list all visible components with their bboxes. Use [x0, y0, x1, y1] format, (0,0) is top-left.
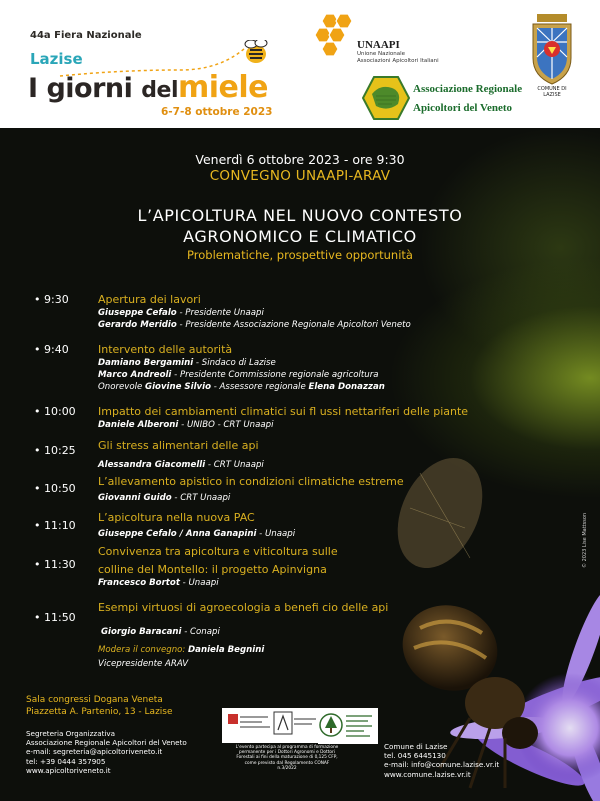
credits-line1: L'evento partecipa al programma di formazione: [235, 745, 339, 750]
conference-subtitle: Problematiche, prospettive opportunità: [187, 248, 413, 262]
fair-dates: 6-7-8 ottobre 2023: [161, 106, 273, 118]
agenda-topic: Impatto dei cambiamenti climatici sui fl ussi nettariferi delle piante: [98, 405, 469, 418]
speaker-role: - Conapi: [181, 627, 220, 637]
speaker-name: Francesco Bortot: [98, 578, 180, 588]
fair-city: Lazise: [30, 50, 83, 68]
speaker-name: Giuseppe Cefalo: [98, 308, 177, 318]
unaapi-subtitle-line1: Unione Nazionale: [357, 51, 406, 57]
coat-label-line2: LAZISE: [543, 92, 561, 98]
agenda-topic: Intervento delle autorità: [98, 343, 233, 356]
municipality-contacts: [384, 742, 499, 779]
header: [0, 0, 600, 128]
agenda-speaker: [98, 382, 385, 392]
coat-label-line1: COMUNE DI: [537, 86, 567, 92]
credits-line3: Forestali ai fini della maturazione di 0,125 CFP,: [236, 755, 338, 761]
coat-label: [532, 86, 572, 98]
secretariat-title: Segreteria Organizzativa: [26, 729, 116, 738]
fair-title-part1: I giorni: [28, 73, 133, 104]
agenda-time: • 10:25: [34, 444, 76, 457]
agenda-speaker: [98, 370, 379, 380]
speaker-role: - CRT Unaapi: [205, 460, 264, 470]
credits-line2: permanente per i Dottori Agronomi e Dottori: [239, 750, 335, 756]
agenda-time: • 9:30: [34, 293, 69, 306]
fair-title-part3: miele: [178, 70, 269, 105]
agenda-time: • 11:10: [34, 519, 76, 532]
speaker-prefix: Onorevole: [98, 382, 146, 392]
fair-title: [28, 70, 268, 105]
speaker-name: Damiano Bergamini: [98, 358, 194, 368]
speaker-role: - CRT Unaapi: [171, 493, 231, 503]
secretariat-web[interactable]: www.apicoltoriveneto.it: [26, 765, 111, 775]
speaker-name: Elena Donazzan: [308, 382, 385, 392]
speaker-name: Giorgio Baracani: [101, 627, 182, 637]
agenda-speaker: [98, 320, 411, 330]
arav-name-line1: Associazione Regionale: [413, 83, 523, 95]
unaapi-name: UNAAPI: [357, 39, 400, 51]
fair-edition: 44a Fiera Nazionale: [30, 30, 142, 41]
speaker-name: Marco Andreoli: [98, 370, 172, 380]
speaker-name: Giovanni Guido: [98, 493, 172, 503]
agenda-speaker: [98, 358, 276, 368]
comune-title: Comune di Lazise: [384, 742, 448, 751]
speaker-role: - Presidente Associazione Regionale Apicoltori Veneto: [176, 320, 411, 330]
comune-phone: tel. 045 6445130: [384, 751, 446, 761]
unaapi-subtitle-line2: Associazioni Apicoltori Italiani: [357, 58, 439, 64]
secretariat-phone: tel: +39 0444 357905: [26, 756, 106, 766]
agenda-time: • 10:50: [34, 482, 76, 495]
fair-title-part2: del: [141, 78, 178, 103]
speaker-name: Giuseppe Cefalo / Anna Ganapini: [98, 529, 257, 539]
comune-email[interactable]: e-mail: info@comune.lazise.vr.it: [384, 760, 500, 770]
speaker-role: - UNIBO - CRT Unaapi: [178, 420, 274, 430]
speaker-role: - Assessore regionale: [210, 382, 309, 392]
credits-line4: come previsto dal Regolamento CONAF: [244, 760, 330, 766]
agenda-speaker: [98, 529, 295, 539]
agenda-speaker: [98, 460, 264, 470]
speaker-role: - Presidente Commissione regionale agricoltura: [171, 370, 379, 380]
speaker-name: Giovine Silvio: [145, 382, 211, 392]
secretariat-org: Associazione Regionale Apicoltori del Veneto: [26, 738, 187, 748]
moderator-label: Modera il convegno:: [98, 645, 189, 655]
speaker-role: - Presidente Unaapi: [176, 308, 264, 318]
speaker-name: Daniele Alberoni: [98, 420, 179, 430]
speaker-role: - Sindaco di Lazise: [193, 358, 276, 368]
agenda-time: • 11:30: [34, 558, 76, 571]
agenda-topic: Esempi virtuosi di agroecologia a benefi cio delle api: [98, 601, 389, 614]
moderator-name: Daniela Begnini: [188, 645, 265, 655]
speaker-role: - Unaapi: [179, 578, 219, 588]
honeycomb-icon: [314, 12, 360, 58]
photo-credit: © 2023 Lise Mattsson: [582, 512, 588, 568]
organizing-secretariat: [26, 729, 187, 775]
agenda-time: • 10:00: [34, 405, 76, 418]
moderator-line: [98, 645, 264, 655]
secretariat-email[interactable]: e-mail: segreteria@apicoltoriveneto.it: [26, 747, 163, 757]
arav-logo-icon: [362, 76, 410, 120]
coat-of-arms-icon: [529, 14, 575, 86]
conference-title-line2: AGRONOMICO E CLIMATICO: [183, 227, 417, 246]
agenda-topic-line2: colline del Montello: il progetto Apinvigna: [98, 563, 327, 576]
agenda-time: • 9:40: [34, 343, 69, 356]
event-date-time: Venerdì 6 ottobre 2023 - ore 9:30: [195, 152, 405, 167]
comune-web[interactable]: www.comune.lazise.vr.it: [384, 769, 471, 779]
agenda-time: • 11:50: [34, 611, 76, 624]
arav-name: [413, 80, 522, 118]
venue-line1: Sala congressi Dogana Veneta: [26, 695, 163, 705]
forestry-order-logo-icon: [318, 708, 378, 744]
agenda-topic: Convivenza tra apicoltura e viticoltura sulle: [98, 545, 338, 558]
agenda-topic: L’allevamento apistico in condizioni climatiche estreme: [98, 475, 404, 488]
agenda-speaker: [98, 493, 230, 503]
agenda-topic: Gli stress alimentari delle api: [98, 439, 259, 452]
poster-body: [0, 128, 600, 801]
venue: [26, 694, 173, 718]
agenda-speaker: [98, 308, 264, 318]
event-name: CONVEGNO UNAAPI-ARAV: [209, 168, 391, 184]
conference-title: [0, 205, 600, 247]
agenda-topic: L’apicoltura nella nuova PAC: [98, 511, 255, 524]
agenda-speaker: [98, 420, 273, 430]
agenda-topic: Apertura dei lavori: [98, 293, 201, 306]
speaker-name: Alessandra Giacomelli: [98, 460, 206, 470]
agenda-speaker: [98, 578, 219, 588]
speaker-name: Gerardo Meridio: [98, 320, 177, 330]
venue-line2: Piazzetta A. Partenio, 13 - Lazise: [26, 707, 173, 717]
moderator-role: Vicepresidente ARAV: [98, 659, 189, 669]
conference-title-line1: L’APICOLTURA NEL NUOVO CONTESTO: [137, 206, 463, 225]
agenda-speaker: [101, 627, 220, 637]
credits-line5: n.3/2022: [277, 765, 297, 771]
arav-name-line2: Apicoltori del Veneto: [413, 102, 512, 114]
speaker-role: - Unaapi: [256, 529, 296, 539]
unaapi-subtitle: [357, 51, 439, 65]
training-credits-note: [222, 745, 352, 771]
